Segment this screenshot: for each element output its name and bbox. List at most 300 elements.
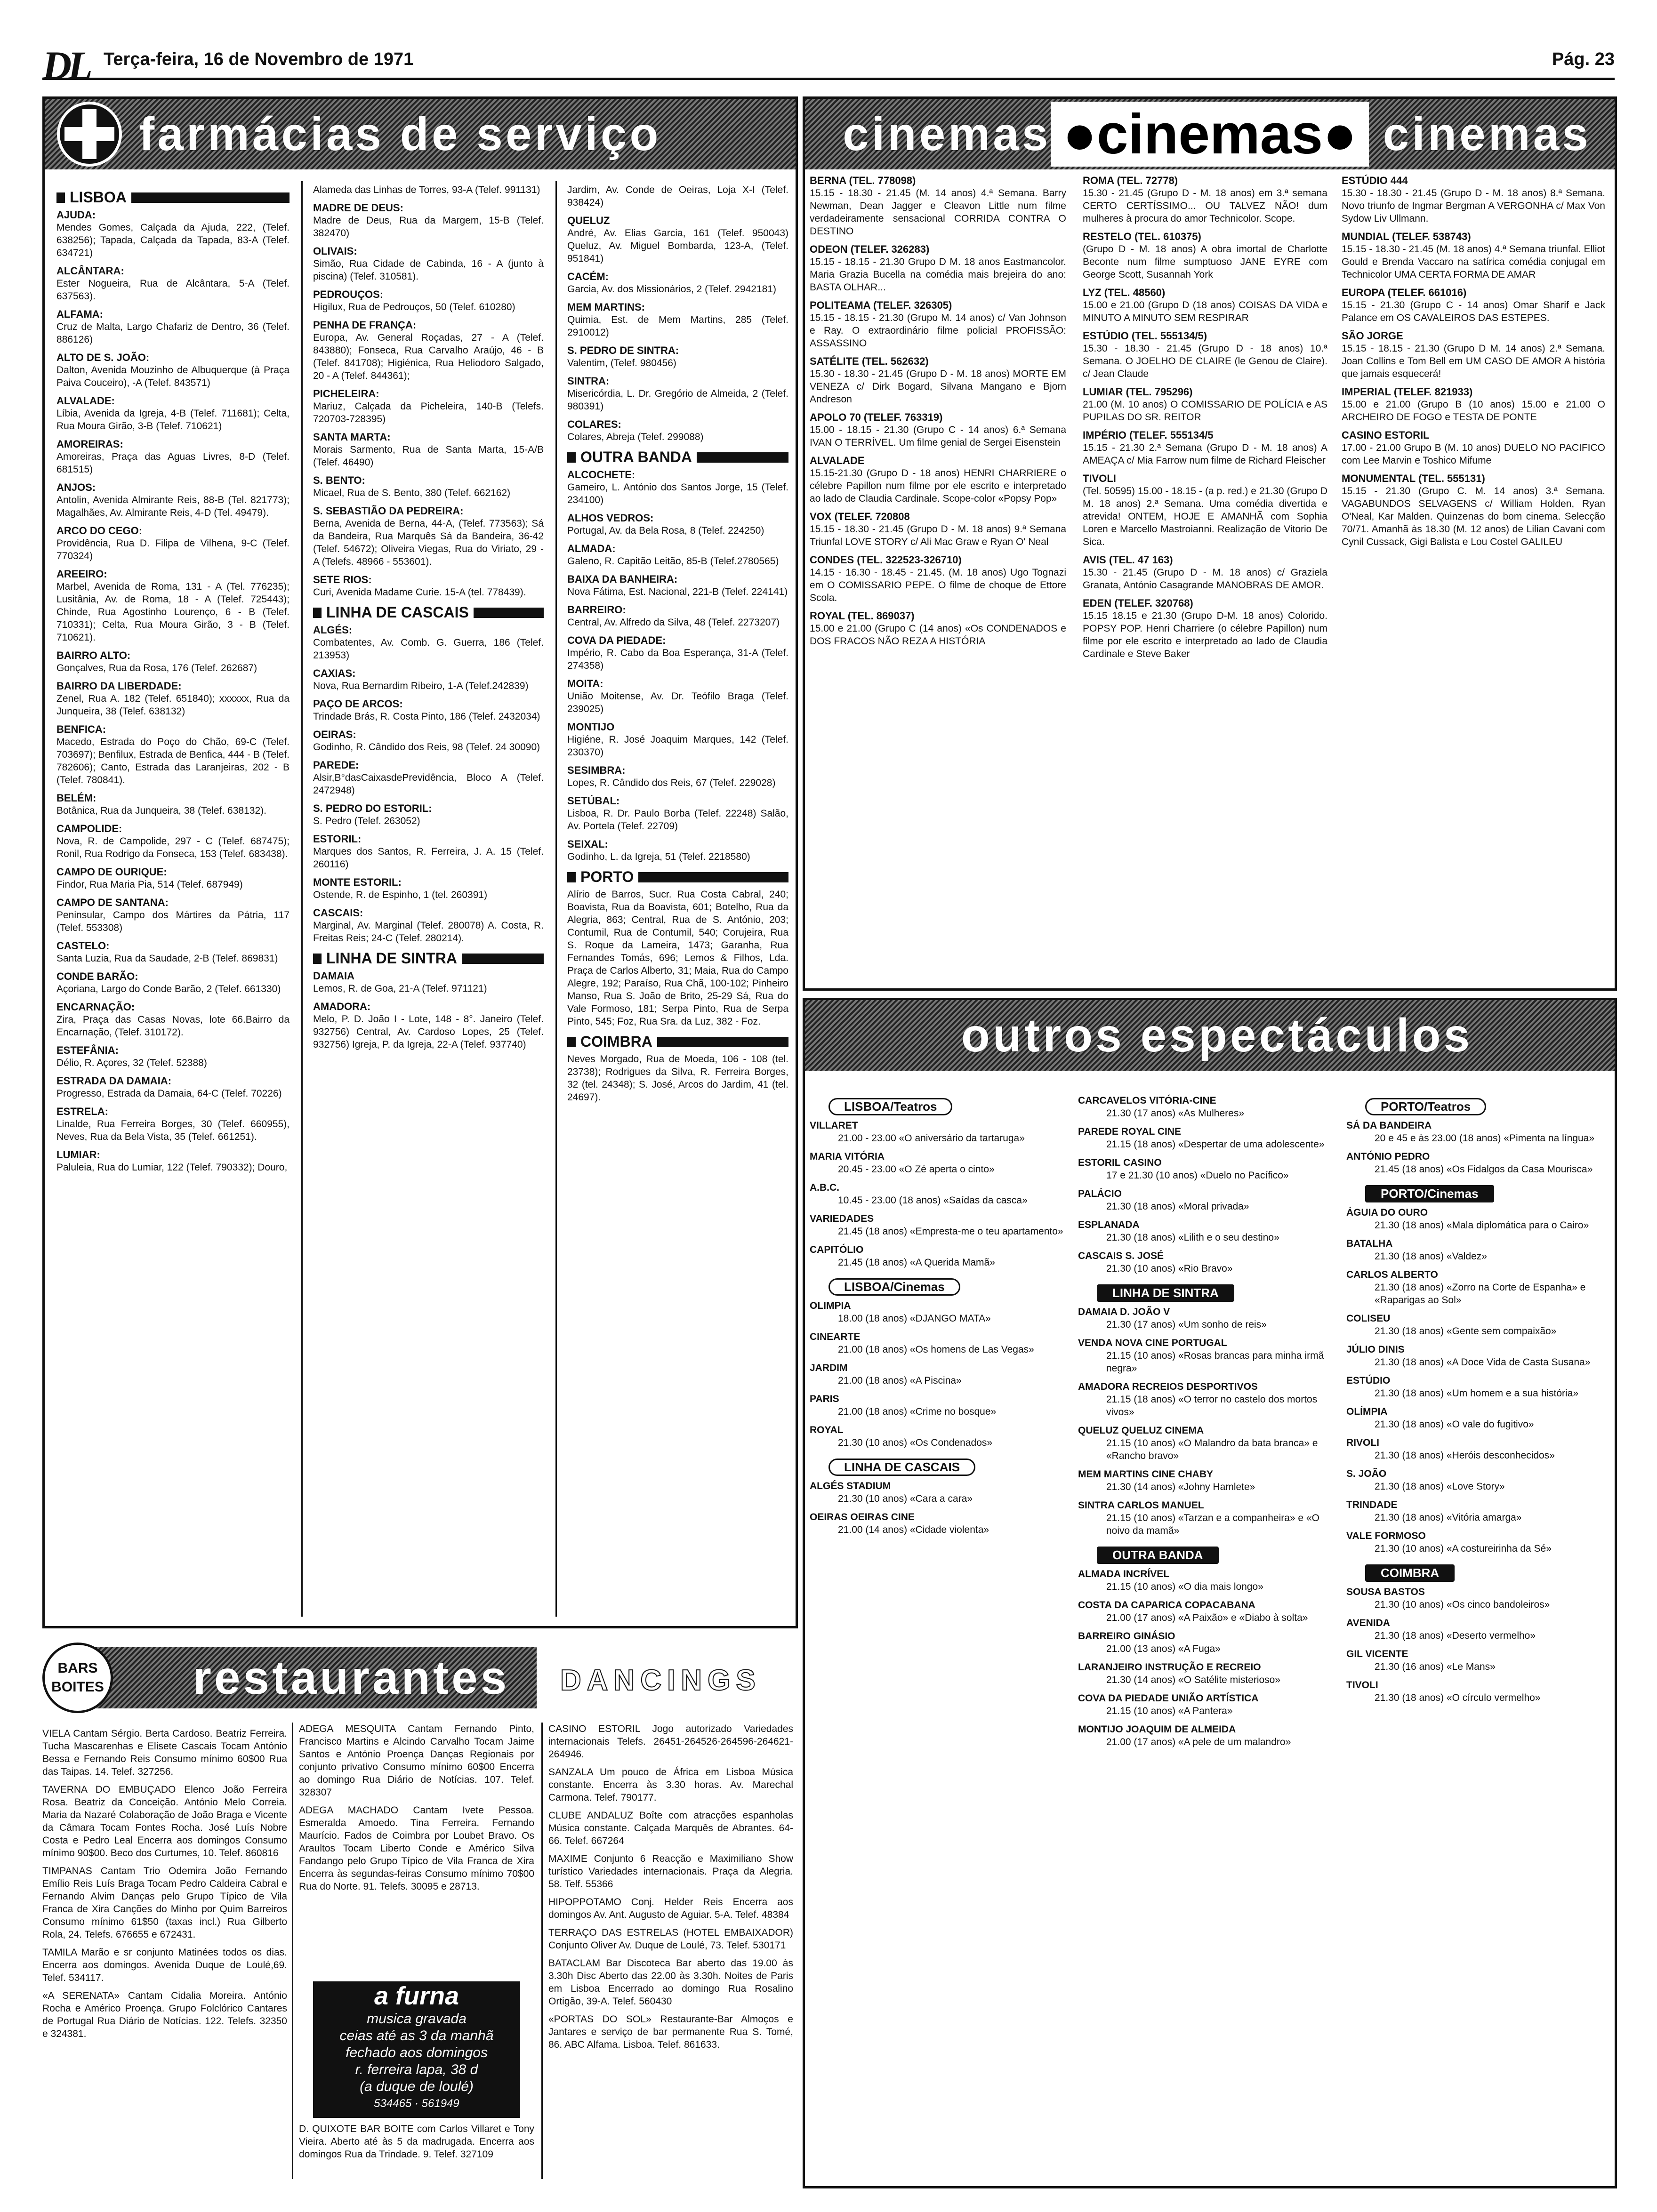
cinemas-column-1	[810, 174, 1066, 984]
furna-line: fechado aos domingos	[346, 2045, 488, 2060]
listing-entry	[313, 288, 544, 313]
entry-heading: PAÇO DE ARCOS:	[313, 698, 403, 710]
show-listing: 21.00 (13 anos) «A Fuga»	[1106, 1643, 1221, 1654]
entry-heading: ALHOS VEDROS:	[567, 512, 654, 524]
show-entry	[1346, 1119, 1610, 1145]
listing-entry	[1083, 230, 1327, 281]
entry-body: Gameiro, L. António dos Santos Jorge, 15 (Telef. 234100)	[567, 482, 788, 505]
entry-heading: ALVALADE:	[56, 395, 115, 407]
linha-sintra-label: LINHA DE SINTRA	[1097, 1284, 1234, 1302]
venue-ad	[42, 1989, 287, 2040]
entry-body: Alsir,B°dasCaixasdePrevidência, Bloco A (Telef. 2472948)	[313, 772, 544, 796]
venue-ad	[548, 1723, 793, 1761]
venue-name: ESPLANADA	[1078, 1219, 1140, 1230]
entry-body: Amoreiras, Praça das Aguas Livres, 8-D (Telef. 681515)	[56, 451, 290, 475]
listing-entry	[313, 970, 544, 995]
cinemas-column-2	[1083, 174, 1327, 984]
show-listing: 21.30 (18 anos) «Moral privada»	[1106, 1201, 1249, 1212]
entry-heading: SINTRA:	[567, 375, 610, 387]
listing-entry	[1083, 429, 1327, 467]
venue-name: VENDA NOVA CINE PORTUGAL	[1078, 1338, 1227, 1348]
listing-entry	[313, 245, 544, 283]
furna-line: r. ferreira lapa, 38 d	[355, 2062, 478, 2077]
show-entry	[1078, 1692, 1332, 1717]
venue-ad-text: CLUBE ANDALUZ Boîte com atracções espanholas Música constante. Calçada Marquês de Abrantes. 64-66. Telef. 667264	[548, 1810, 793, 1846]
listing-entry	[56, 822, 290, 860]
entry-heading: ROMA (TEL. 72778)	[1083, 175, 1178, 186]
entry-body: Ostende, R. de Espinho, 1 (tel. 260391)	[313, 890, 488, 900]
entry-heading: BAIRRO DA LIBERDADE:	[56, 680, 182, 692]
show-listing: 21.30 (17 anos) «As Mulheres»	[1106, 1108, 1245, 1119]
entry-heading: COVA DA PIEDADE:	[567, 634, 666, 646]
entry-heading: VOX (TELEF. 720808	[810, 511, 910, 522]
show-entry	[1346, 1679, 1610, 1704]
entry-heading: SATÉLITE (TEL. 562632)	[810, 355, 929, 367]
entry-body: Findor, Rua Maria Pia, 514 (Telef. 687949)	[56, 879, 243, 890]
show-listing: 21.00 - 23.00 «O aniversário da tartaruga»	[838, 1133, 1025, 1144]
entry-body: Curi, Avenida Madame Curie. 15-A (tel. 778439).	[313, 587, 526, 598]
venue-ad-text: ADEGA MACHADO Cantam Ivete Pessoa. Esmeralda Amoedo. Tina Ferreira. Fernando Maurício. Fados de Coimbra por Loubet Bravo. Os Araultos Tocam Liberto Conde e Américo Silva Fandango pelo Grupo Típico de Vila Franca de Xira Encerra às segundas-feiras Consumo mínimo 70$00 Rua do Norte. 91. Telefs. 30095 e 28713.	[299, 1805, 534, 1892]
venue-name: S. JOÃO	[1346, 1468, 1387, 1479]
listing-entry	[56, 438, 290, 476]
entry-body: 15.15 - 18.15 - 21.30 (Grupo M. 14 anos) c/ Van Johnson e Ray. O extraordinário filme policial PROFISSÃO: ASSASSINO	[810, 313, 1066, 349]
furna-phones: 534465 · 561949	[374, 2097, 459, 2110]
entry-body: Ester Nogueira, Rua de Alcântara, 5-A (Telef. 637563).	[56, 278, 290, 302]
entry-body: Alírio de Barros, Sucr. Rua Costa Cabral, 240; Boavista, Rua da Boavista, 601; Botelho, Rua da Alegria, 863; Central, Rua de S. António, 203; Contumil, Rua de Contumil, 540; Corujeira, Rua S. Roque da Lameira, 1473; Garanha, Rua Fernandes Tomás, 696; Lemos & Filhos, Lda. Praça de Carlos Alberto, 31; Maia, Rua do Campo Alegre, 192; Paraíso, Rua Chã, 100-102; Pinheiro Manso, Rua S. João de Brito, 25-29 Sá, Rua do Vale Formoso, 181; Serpa Pinto, Rua de Serpa Pinto, 545; Foz, Rua Sra. da Luz, 382 - Foz.	[567, 889, 788, 1027]
listing-entry	[810, 299, 1066, 350]
entry-body: Gonçalves, Rua da Rosa, 176 (Telef. 262687)	[56, 663, 257, 673]
listing-entry	[1083, 597, 1327, 660]
listing-entry	[313, 802, 544, 827]
show-entry	[1078, 1306, 1332, 1331]
entry-body: Antolin, Avenida Almirante Reis, 88-B (Tel. 821773); Magalhães, Av. Almirante Reis, 4-D (Tel. 49479).	[56, 495, 290, 518]
entry-heading: CAMPOLIDE:	[56, 823, 122, 834]
show-listing: 21.30 (10 anos) «Os cinco bandoleiros»	[1375, 1599, 1550, 1610]
listing-entry	[313, 387, 544, 425]
show-listing: 21.30 (10 anos) «Rio Bravo»	[1106, 1263, 1233, 1274]
entry-body: (Grupo D - M. 18 anos) A obra imortal de Charlotte Beconte num filme sumptuoso JANE EYRE com George Scott, Susannah York	[1083, 244, 1327, 280]
show-listing: 20 e 45 e às 23.00 (18 anos) «Pimenta na língua»	[1375, 1133, 1595, 1144]
entry-body: 14.15 - 16.30 - 18.45 - 21.45. (M. 18 anos) Ugo Tognazi em O COMISSARIO PEPE. O filme de choque de Ettore Scola.	[810, 567, 1066, 603]
venue-ad-text: SANZALA Um pouco de África em Lisboa Música constante. Encerra às 3.30 horas. Av. Marechal Carmona. Telef. 790177.	[548, 1767, 793, 1803]
show-listing: 21.15 (10 anos) «O Malandro da bata branca» e «Rancho bravo»	[1106, 1438, 1318, 1461]
listing-entry	[810, 553, 1066, 604]
entry-heading: LUMIAR:	[56, 1149, 100, 1161]
show-listing: 20.45 - 23.00 «O Zé aperta o cinto»	[838, 1164, 995, 1175]
entry-heading: ALTO DE S. JOÃO:	[56, 352, 150, 363]
listing-entry	[1083, 286, 1327, 324]
cinemas-column-3	[1342, 174, 1605, 984]
entry-body: Colares, Abreja (Telef. 299088)	[567, 432, 704, 442]
entry-heading: CASINO ESTORIL	[1342, 429, 1430, 441]
outros-column-1	[810, 1094, 1064, 2177]
furna-line: musica gravada	[367, 2011, 467, 2027]
entry-heading: RESTELO (TEL. 610375)	[1083, 231, 1201, 242]
show-listing: 18.00 (18 anos) «DJANGO MATA»	[838, 1313, 991, 1324]
listing-entry	[1342, 286, 1605, 324]
venue-ad-text: TERRAÇO DAS ESTRELAS (HOTEL EMBAIXADOR) Conjunto Oliver Av. Duque de Loulé, 73. Telef. 530171	[548, 1927, 793, 1951]
venue-name: DAMAIA D. JOÃO V	[1078, 1306, 1170, 1317]
show-entry	[810, 1393, 1064, 1418]
entry-body: 15.15 - 18.30 - 21.45 (Grupo D - M. 18 anos) 9.ª Semana Triunfal LOVE STORY c/ Ali Mac Graw e Ryan O' Neal	[810, 524, 1066, 547]
entry-body: Macedo, Estrada do Poço do Chão, 69-C (Telef. 703697); Benfilux, Estrada de Benfica, 444 - B (Telef. 782606); Canto, Estrada das Laranjeiras, 202 - B (Telef. 780841).	[56, 737, 290, 785]
entry-body: Lemos, R. de Goa, 21-A (Telef. 971121)	[313, 983, 487, 994]
venue-name: RIVOLI	[1346, 1437, 1380, 1448]
restaurantes-column-1	[42, 1727, 287, 2184]
furna-line: ceias até as 3 da manhã	[339, 2028, 494, 2044]
venue-name: BATALHA	[1346, 1238, 1393, 1249]
listing-entry	[810, 355, 1066, 406]
entry-heading: CONDE BARÃO:	[56, 970, 138, 982]
entry-heading: SÃO JORGE	[1342, 330, 1403, 342]
venue-ad-text: «PORTAS DO SOL» Restaurante-Bar Almoços e Jantares e serviço de bar permanente Rua S. Tomé, 86. ABC Alfama. Lisboa. Telef. 861633.	[548, 2014, 793, 2050]
venue-ad-text: «A SERENATA» Cantam Cidalia Moreira. António Rocha e Américo Proença. Grupo Folclórico Cantares de Portugal Rua Diário de Notícias. 122. Telefs. 32350 e 324381.	[42, 1990, 287, 2039]
entry-heading: MEM MARTINS:	[567, 301, 645, 313]
show-entry	[810, 1150, 1064, 1176]
venue-name: PAREDE ROYAL CINE	[1078, 1126, 1181, 1137]
entry-body: 15.15 - 18.30 - 21.45 (M. 18 anos) 4.ª Semana triunfal. Elliot Gould e Brenda Vaccaro na satírica comédia conjugal em Technicolor UMA CERTA FORMA DE AMAR	[1342, 244, 1605, 280]
entry-body: Marginal, Av. Marginal (Telef. 280078) A. Costa, R. Freitas Reis; 24-C (Telef. 280214).	[313, 920, 544, 944]
show-listing: 21.30 (18 anos) «Heróis desconhecidos»	[1375, 1450, 1555, 1461]
entry-heading: ROYAL (TEL. 869037)	[810, 610, 915, 622]
listing-entry	[313, 624, 544, 662]
listing-entry	[313, 876, 544, 901]
entry-heading: ALMADA:	[567, 543, 616, 554]
listing-entry	[56, 1001, 290, 1039]
show-listing: 21.30 (18 anos) «Lilith e o seu destino»	[1106, 1232, 1279, 1243]
show-listing: 21.30 (18 anos) «Vitória amarga»	[1375, 1512, 1522, 1523]
show-listing: 21.30 (18 anos) «Um homem e a sua história»	[1375, 1388, 1579, 1399]
show-listing: 21.15 (10 anos) «Rosas brancas para minha irmã negra»	[1106, 1350, 1324, 1374]
coimbra-heading: COIMBRA	[567, 1035, 788, 1048]
show-listing: 21.00 (18 anos) «A Piscina»	[838, 1375, 962, 1386]
entry-heading: PEDROUÇOS:	[313, 289, 384, 300]
show-entry	[810, 1511, 1064, 1536]
venue-ad-text: MAXIME Conjunto 6 Reacção e Maximiliano Show turístico Variedades internacionais. Praça da Alegria. 58. Telf. 55366	[548, 1853, 793, 1890]
porto-cinemas-label: PORTO/Cinemas	[1365, 1185, 1494, 1202]
venue-name: ESTÚDIO	[1346, 1375, 1391, 1386]
listing-entry	[1083, 174, 1327, 225]
listing-entry	[567, 603, 788, 629]
entry-heading: SEIXAL:	[567, 838, 608, 850]
entry-body: Combatentes, Av. Comb. G. Guerra, 186 (Telef. 213953)	[313, 637, 544, 661]
show-listing: 21.30 (17 anos) «Um sonho de reis»	[1106, 1319, 1267, 1330]
entry-heading: COLARES:	[567, 418, 621, 430]
entry-heading: EUROPA (TELEF. 661016)	[1342, 287, 1467, 298]
listing-entry	[56, 524, 290, 562]
venue-name: CAPITÓLIO	[810, 1244, 864, 1255]
restaurantes-column-2b	[299, 2123, 534, 2184]
entry-heading: SETE RIOS:	[313, 574, 372, 585]
entry-body: 15.15-21.30 (Grupo D - 18 anos) HENRI CHARRIERE o célebre Papillon num filme por ele escrito e interpretado ao lado de Claudia Cardinale. Scope-color «Popsy Pop»	[810, 468, 1066, 504]
venue-name: AMADORA RECREIOS DESPORTIVOS	[1078, 1381, 1258, 1392]
entry-heading: AREEIRO:	[56, 568, 107, 580]
show-listing: 21.45 (18 anos) «Empresta-me o teu apartamento»	[838, 1226, 1063, 1237]
entry-body: Marbel, Avenida de Roma, 131 - A (Tel. 776235); Lusitânia, Av. de Roma, 18 - A (Telef. 725443); Chinde, Rua Agostinho Lourenço, 6 - B (Telef. 710331); Celta, Rua Moura Girão, 3 - B (Telef. 710621).	[56, 581, 290, 643]
entry-heading: CAMPO DE SANTANA:	[56, 897, 169, 908]
listing-entry	[567, 512, 788, 537]
venue-ad	[548, 1957, 793, 2008]
furna-title: a furna	[374, 1982, 459, 2010]
entry-body: 17.00 - 21.00 Grupo B (M. 10 anos) DUELO NO PACIFICO com Lee Marvin e Toshico Mifume	[1342, 442, 1605, 466]
cinemas-title-right: cinemas	[1383, 107, 1591, 160]
venue-name: COVA DA PIEDADE UNIÃO ARTÍSTICA	[1078, 1693, 1259, 1704]
venue-name: VILLARET	[810, 1120, 858, 1131]
linha-cascais-label: LINHA DE CASCAIS	[828, 1459, 975, 1476]
venue-name: ÁGUIA DO OURO	[1346, 1207, 1428, 1218]
entry-heading: LYZ (TEL. 48560)	[1083, 287, 1166, 298]
lisboa-heading: LISBOA	[56, 191, 290, 204]
entry-heading: IMPERIAL (TELEF. 821933)	[1342, 386, 1473, 398]
entry-body: 15.15 18.15 e 21.30 (Grupo D-M. 18 anos) Colorido. POPSY POP. Henri Charriere (o célebre Papillon) num filme por ele escrito e interpretado ao lado de Claudia Cardinale e Steve Baker	[1083, 610, 1327, 659]
venue-name: PALÁCIO	[1078, 1188, 1122, 1199]
entry-body: União Moitense, Av. Dr. Teófilo Braga (Telef. 239025)	[567, 691, 788, 714]
listing-entry	[567, 270, 788, 296]
linha-sintra-heading: LINHA DE SINTRA	[313, 952, 544, 965]
entry-heading: LUMIAR (TEL. 795296)	[1083, 386, 1193, 398]
entry-body: 15.15 - 21.30 (Grupo C. M. 14 anos) 3.ª Semana. VAGABUNDOS SELVAGENS c/ William Holden, Ryan O'Neal, Kar Malden. Quinzenas do bom cinema. Selecção 70/71. Amanhã às 18.30 (M. 12 anos) de Lilian Cavani com Cynil Cussack, Gigi Balista e Lou Costel GALILEU	[1342, 486, 1605, 547]
listing-entry	[313, 759, 544, 797]
entry-heading: OEIRAS:	[313, 729, 356, 740]
listing-entry	[56, 723, 290, 786]
show-entry	[810, 1330, 1064, 1356]
dancings-label: DANCINGS	[560, 1664, 761, 1697]
listing-entry	[56, 1074, 290, 1100]
entry-heading: BAIRRO ALTO:	[56, 649, 131, 661]
listing-entry	[810, 510, 1066, 548]
show-listing: 21.30 (18 anos) «A Doce Vida de Casta Susana»	[1375, 1357, 1591, 1368]
cinemas-title-center: ●cinemas●	[1051, 102, 1368, 167]
entry-heading: MADRE DE DEUS:	[313, 202, 403, 214]
venue-name: VALE FORMOSO	[1346, 1531, 1426, 1541]
listing-entry	[567, 1053, 788, 1104]
page-number: Pág. 23	[1552, 49, 1615, 69]
entry-heading: ALVALADE	[810, 455, 865, 466]
show-entry	[1078, 1424, 1332, 1462]
entry-body: 15.15 - 21.30 2.ª Semana (Grupo D - M. 18 anos) A AMEAÇA c/ Mia Farrow num filme de Richard Fleischer	[1083, 442, 1327, 466]
entry-body: Godinho, L. da Igreja, 51 (Telef. 2218580)	[567, 851, 750, 862]
entry-body: Império, R. Cabo da Boa Esperança, 31-A (Telef. 274358)	[567, 648, 788, 671]
porto-heading: PORTO	[567, 871, 788, 883]
entry-heading: S. PEDRO DO ESTORIL:	[313, 802, 432, 814]
venue-ad	[548, 1926, 793, 1952]
listing-entry	[313, 201, 544, 240]
show-listing: 21.30 (14 anos) «Johny Hamlete»	[1106, 1482, 1255, 1492]
show-entry	[810, 1480, 1064, 1505]
show-listing: 21.15 (10 anos) «O dia mais longo»	[1106, 1581, 1263, 1592]
entry-heading: SESIMBRA:	[567, 764, 626, 776]
farmacias-banner	[45, 99, 796, 169]
listing-entry	[810, 609, 1066, 648]
show-listing: 21.30 (18 anos) «O círculo vermelho»	[1375, 1692, 1541, 1703]
listing-entry	[313, 573, 544, 599]
venue-ad-text: CASINO ESTORIL Jogo autorizado Variedades internacionais Telefs. 26451-264526-264596-264621-264946.	[548, 1723, 793, 1760]
venue-name: SÁ DA BANDEIRA	[1346, 1120, 1432, 1131]
entry-heading: ENCARNAÇÃO:	[56, 1001, 135, 1013]
entry-body: Neves Morgado, Rua de Moeda, 106 - 108 (tel. 23738); Rodrigues da Silva, R. Ferreira Borges, 32 (tel. 24348); S. José, Arcos do Jardim, 41 (tel. 24697).	[567, 1054, 788, 1103]
venue-name: SOUSA BASTOS	[1346, 1587, 1425, 1597]
venue-name: LARANJEIRO INSTRUÇÃO E RECREIO	[1078, 1662, 1261, 1673]
entry-body: 15.00 e 21.00 (Grupo B (10 anos) 15.00 e 21.00 O ARCHEIRO DE FOGO e TESTA DE PONTE	[1342, 399, 1605, 423]
listing-entry	[56, 308, 290, 346]
venue-name: CINEARTE	[810, 1331, 861, 1342]
entry-body: 15.30 - 18.30 - 21.45 (Grupo D - 18 anos) 10.ª Semana. O JOELHO DE CLAIRE (le Genou de Claire). c/ Jean Claude	[1083, 343, 1327, 379]
entry-heading: ESTÚDIO (TEL. 555134/5)	[1083, 330, 1207, 342]
listing-entry	[56, 1044, 290, 1069]
entry-body: 15.30 - 21.45 (Grupo D - M. 18 anos) c/ Graziela Granata, António Casagrande MANOBRAS DE AMOR.	[1083, 567, 1327, 591]
listing-entry	[810, 454, 1066, 505]
show-entry	[1078, 1187, 1332, 1213]
entry-body: André, Av. Elias Garcia, 161 (Telef. 950043) Queluz, Av. Miguel Bombarda, 123-A, (Telef. 951841)	[567, 228, 788, 264]
venue-name: JÚLIO DINIS	[1346, 1344, 1405, 1355]
entry-heading: MONTIJO	[567, 721, 615, 733]
listing-entry	[313, 906, 544, 945]
entry-body: Madre de Deus, Rua da Margem, 15-B (Telef. 382470)	[313, 215, 544, 239]
entry-heading: ALCOCHETE:	[567, 469, 635, 481]
entry-body: Nova Fátima, Est. Nacional, 221-B (Telef. 224141)	[567, 586, 788, 597]
entry-heading: TIVOLI	[1083, 473, 1116, 484]
venue-ad	[299, 2123, 534, 2161]
venue-ad	[299, 1804, 534, 1893]
show-entry	[1078, 1599, 1332, 1624]
entry-body: 15.00 e 21.00 (Grupo D (18 anos) COISAS DA VIDA e MINUTO A MINUTO SEM RESPIRAR	[1083, 300, 1327, 323]
show-listing: 21.30 (18 anos) «Love Story»	[1375, 1481, 1505, 1492]
venue-ad-text: TAMILA Marão e sr conjunto Matinées todos os dias. Encerra aos domingos. Avenida Duque de Loulé,69. Telef. 534117.	[42, 1947, 287, 1983]
listing-entry	[1083, 385, 1327, 424]
entry-heading: S. PEDRO DE SINTRA:	[567, 345, 679, 356]
show-entry	[1346, 1617, 1610, 1642]
venue-ad	[548, 2013, 793, 2051]
venue-ad-text: BATACLAM Bar Discoteca Bar aberto das 19.00 às 3.30h Disc Aberto das 22.00 às 3.30h. Noites de Paris em Lisboa Encerrado ao domingo Rua Rosalino Ortigão, 39-A. Telef. 560430	[548, 1958, 793, 2007]
show-entry	[810, 1181, 1064, 1207]
entry-heading: PAREDE:	[313, 759, 359, 771]
listing-entry	[567, 721, 788, 759]
entry-body: Mariuz, Calçada da Picheleira, 140-B (Telefs. 720703-728395)	[313, 401, 544, 425]
entry-heading: ESTRADA DA DAMAIA:	[56, 1075, 172, 1087]
show-listing: 21.15 (18 anos) «O terror no castelo dos mortos vivos»	[1106, 1394, 1318, 1418]
show-entry	[810, 1212, 1064, 1238]
show-entry	[1346, 1206, 1610, 1232]
show-listing: 21.30 (18 anos) «Deserto vermelho»	[1375, 1630, 1536, 1641]
show-entry	[1078, 1218, 1332, 1244]
venue-ad	[42, 1783, 287, 1859]
venue-name: CARCAVELOS VITÓRIA-CINE	[1078, 1095, 1216, 1106]
outros-title: outros espectáculos	[961, 1009, 1473, 1062]
entry-heading: QUELUZ	[567, 215, 610, 226]
show-entry	[810, 1362, 1064, 1387]
entry-heading: MUNDIAL (TELEF. 538743)	[1342, 231, 1471, 242]
entry-heading: ARCO DO CEGO:	[56, 525, 143, 537]
cross-icon	[54, 99, 125, 169]
entry-body: (Tel. 50595) 15.00 - 18.15 - (a p. red.) e 21.30 (Grupo D M. 18 anos) 2.ª Semana. Uma comédia divertida e atrevida! ONTEM, HOJE E AMANHÃ com Sophia Loren e Marcello Mastroianni. Realização de Vitorio De Sica.	[1083, 486, 1327, 547]
entry-body: Délio, R. Açores, 32 (Telef. 52388)	[56, 1058, 207, 1068]
show-entry	[1078, 1156, 1332, 1182]
show-listing: 21.45 (18 anos) «A Querida Mamã»	[838, 1257, 995, 1268]
listing-entry	[1342, 230, 1605, 281]
venue-name: TRINDADE	[1346, 1499, 1398, 1510]
bars-boites-badge: BARS BOITES	[42, 1643, 113, 1713]
entry-body: Linalde, Rua Ferreira Borges, 30 (Telef. 660955), Neves, Rua da Bela Vista, 35 (Telef. 661251).	[56, 1119, 290, 1142]
show-entry	[1346, 1467, 1610, 1493]
show-listing: 21.30 (18 anos) «Valdez»	[1375, 1251, 1487, 1262]
listing-entry	[56, 896, 290, 934]
entry-body: Marques dos Santos, R. Ferreira, J. A. 15 (Telef. 260116)	[313, 846, 544, 870]
entry-heading: ESTÚDIO 444	[1342, 175, 1408, 186]
show-entry	[1346, 1343, 1610, 1369]
show-listing: 21.15 (10 anos) «Tarzan e a companheira» e «O noivo da mamã»	[1106, 1513, 1319, 1536]
venue-name: SINTRA CARLOS MANUEL	[1078, 1500, 1204, 1511]
outros-column-2	[1078, 1094, 1332, 2177]
venue-name: A.B.C.	[810, 1182, 839, 1193]
entry-heading: SETÚBAL:	[567, 795, 620, 807]
show-listing: 21.30 (18 anos) «Gente sem compaixão»	[1375, 1326, 1557, 1337]
listing-entry	[56, 481, 290, 519]
outra-banda-heading: OUTRA BANDA	[567, 451, 788, 464]
entry-heading: MONUMENTAL (TEL. 555131)	[1342, 473, 1485, 484]
listing-entry	[56, 1148, 290, 1174]
venue-name: BARREIRO GINÁSIO	[1078, 1631, 1175, 1642]
listing-entry	[313, 474, 544, 499]
listing-entry	[567, 301, 788, 339]
cinemas-title-left: cinemas	[843, 107, 1051, 160]
listing-entry	[567, 764, 788, 789]
entry-body: Alameda das Linhas de Torres, 93-A (Telef. 991131)	[313, 184, 540, 195]
entry-body: 15.00 e 21.00 (Grupo C (14 anos) «Os CONDENADOS e DOS FRACOS NÃO REZA A HISTÓRIA	[810, 623, 1066, 647]
listing-entry	[313, 697, 544, 723]
venue-ad-text: TAVERNA DO EMBUÇADO Elenco João Ferreira Rosa. Beatriz da Conceição. António Melo Correia. Maria da Nazaré Colaboração de João Braga e Vicente da Câmara Tocam Fontes Rocha. José Luís Nobre Costa e Pedro Leal Encerra aos domingos Consumo mínimo 90$00. Beco dos Curtumes, 10. Telef. 860816	[42, 1784, 287, 1859]
show-entry	[1346, 1150, 1610, 1176]
entry-body: Valentim, (Telef. 980456)	[567, 358, 676, 369]
venue-name: AVENIDA	[1346, 1618, 1390, 1628]
show-entry	[810, 1299, 1064, 1325]
entry-heading: BELÉM:	[56, 792, 97, 804]
entry-heading: PENHA DE FRANÇA:	[313, 319, 417, 331]
entry-heading: S. BENTO:	[313, 474, 365, 486]
venue-name: ROYAL	[810, 1425, 844, 1435]
show-entry	[1346, 1436, 1610, 1462]
show-listing: 21.00 (17 anos) «A Paixão» e «Diabo à solta»	[1106, 1612, 1308, 1623]
listing-entry	[56, 208, 290, 259]
entry-body: Godinho, R. Cândido dos Reis, 98 (Telef. 24 30090)	[313, 742, 540, 753]
show-listing: 21.30 (10 anos) «Os Condenados»	[838, 1437, 993, 1448]
outros-column-3	[1346, 1094, 1610, 2177]
listing-entry	[567, 184, 788, 209]
listing-entry	[567, 573, 788, 598]
listing-entry	[56, 680, 290, 718]
entry-heading: S. SEBASTIÃO DA PEDREIRA:	[313, 505, 464, 517]
entry-heading: ESTRELA:	[56, 1106, 108, 1117]
entry-body: Paluleia, Rua do Lumiar, 122 (Telef. 790332); Douro,	[56, 1162, 288, 1173]
entry-heading: ESTEFÂNIA:	[56, 1044, 119, 1056]
show-listing: 21.30 (18 anos) «Mala diplomática para o Cairo»	[1375, 1220, 1589, 1231]
entry-body: Cruz de Malta, Largo Chafariz de Dentro, 36 (Telef. 886126)	[56, 321, 290, 345]
porto-teatros-label: PORTO/Teatros	[1365, 1098, 1486, 1115]
entry-heading: DAMAIA	[313, 970, 354, 982]
venue-ad-text: VIELA Cantam Sérgio. Berta Cardoso. Beatriz Ferreira. Tucha Mascarenhas e Elisete Cascais Tocam António Bessa e Fernando Reis Consumo mínimo 60$00 Rua das Taipas. 14. Telef. 327256.	[42, 1728, 287, 1777]
entry-body: Melo, P. D. João I - Lote, 148 - 8°. Janeiro (Telef. 932756) Central, Av. Cardoso Lopes, 25 (Telef. 932756) Igreja, P. da Igreja, 22-A (Telef. 937740)	[313, 1014, 544, 1050]
listing-entry	[567, 418, 788, 443]
show-entry	[1346, 1374, 1610, 1400]
listing-entry	[56, 264, 290, 303]
venue-ad	[548, 1766, 793, 1804]
venue-name: JARDIM	[810, 1362, 848, 1373]
venue-name: OLIMPIA	[810, 1300, 851, 1311]
listing-entry	[313, 667, 544, 692]
venue-name: ESTORIL CASINO	[1078, 1157, 1162, 1168]
entry-heading: BAIXA DA BANHEIRA:	[567, 573, 678, 585]
listing-entry	[1083, 553, 1327, 592]
entry-body: Morais Sarmento, Rua de Santa Marta, 15-A/B (Telef. 46490)	[313, 444, 544, 468]
